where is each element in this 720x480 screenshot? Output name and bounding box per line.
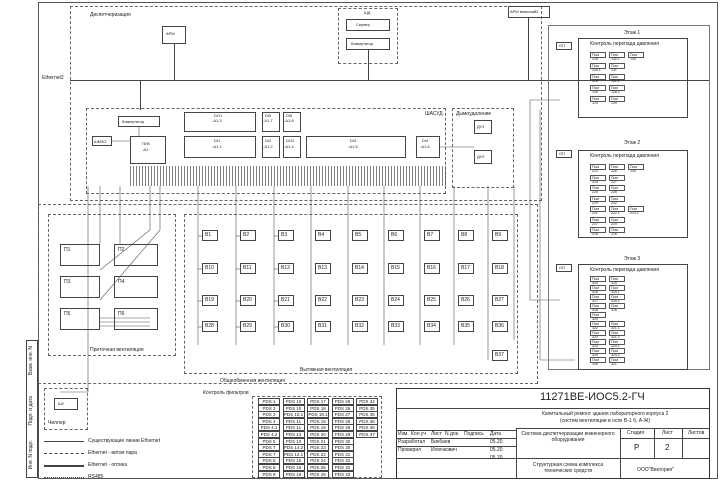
module-do2-name: DO2 [286,138,295,143]
exhaust-b9: В9 [492,230,508,241]
name-checker: Илючкович [431,447,457,453]
smoke-label: Дымоудаление [456,111,492,117]
module-do1-sub: -A1.3 [212,118,222,123]
exhaust-b21: В21 [278,295,294,306]
drawing-name: Структурная схема комплекса технических средств [532,462,604,474]
room-sensor: Пом 315.1 [609,285,625,291]
exhaust-b29: В29 [240,321,256,332]
floor1-title: Этаж 1 [624,30,641,36]
exhaust-b18: В18 [492,263,508,274]
pds-cell: PDS 31 [332,451,354,458]
room-sensor: Пом 224 [590,175,606,181]
tb-line-2 [516,428,710,429]
room-sensor: Пом 131.1 [609,74,625,80]
room-sensor: Пом 315 [609,276,625,282]
room-sensor: Пом 226 [609,164,625,170]
pds-cell: PDS 35 [356,411,378,418]
room-sensor: Пом 219 [609,217,625,223]
room-sensor: Пом 225 [590,185,606,191]
room-sensor: Пом 128.1 [590,63,606,69]
floor2-ctrl: Контроль перепада давления [590,153,659,159]
room-sensor: Пом 317 [590,294,606,300]
pds-cell: PDS 37 [356,431,378,438]
filter-control-label: Контроль фильтров [203,390,249,396]
exhaust-b10: В10 [202,263,218,274]
pds-cell: PDS 28 [332,424,354,431]
pds-cell: PDS 26 [332,398,354,405]
supply-vent-label: Приточная вентиляция [90,347,144,353]
exhaust-b30: В30 [278,321,294,332]
module-di5-name: DI5 [265,113,272,118]
pds-cell: PDS 20 [307,431,329,438]
room-sensor: Пом 325 [590,348,606,354]
exhaust-b37: В37 [492,350,508,361]
pds-cell: PDS 2 [258,405,280,412]
exhaust-b7: В7 [424,230,440,241]
room-sensor: Пом 124 [590,96,606,102]
room-sensor: Пом 314 [590,276,606,282]
supply-p2-label: П2 [118,247,125,253]
pds-cell: PDS 3 [258,411,280,418]
module-di5-sub: -A1.7 [263,118,273,123]
exhaust-b26: В26 [458,295,474,306]
exhaust-b6: В6 [388,230,404,241]
room-sensor: Пом 233 [628,164,644,170]
module-di6-sub: -A1.8 [284,118,294,123]
exhaust-b2: В2 [240,230,256,241]
pds-cell: PDS 5 [258,438,280,445]
tb-line-3 [396,458,710,459]
exhaust-b13: В13 [315,263,331,274]
shu-label: ШУ [58,401,65,406]
pds-cell: PDS 27 [332,411,354,418]
exhaust-b16: В16 [424,263,440,274]
pds-cell: PDS 13 [283,431,305,438]
module-di2-sub: -A1.2 [263,144,273,149]
room-sensor: Пом 130.1 [609,52,625,58]
stage-header: Стадия [627,430,645,436]
dispatch-label: Диспетчеризация [90,12,131,18]
room-sensor: Пом 326 [590,357,606,363]
pds-cell: PDS 33 [332,471,354,478]
plc-label: ПЛК [142,141,150,146]
shmzo-label: ШМЗО [94,139,107,144]
module-di1-sub: -A1.1 [212,144,222,149]
tb-vline-3 [654,428,655,458]
exhaust-b1: В1 [202,230,218,241]
pds-cell: PDS 25 [307,464,329,471]
module-di2-name: DI2 [265,138,272,143]
room-sensor: Пом 126 [590,74,606,80]
room-sensor: Пом 229 [590,196,606,202]
tb-vline-2 [620,428,621,479]
pds-cell: PDS 4 [258,418,280,425]
pds-cell: PDS 23 [307,444,329,451]
col-izm: Изм. [398,431,409,437]
legend-twisted: Ethernet - витая пара [88,450,137,456]
role-checker: Проверил [398,447,422,453]
side-label-1: Взам. инв. N [28,346,34,376]
pds-cell: PDS 25 [307,471,329,478]
room-sensor: Пом 223 [590,164,606,170]
floor3-title: Этаж 3 [624,256,641,262]
pds-cell: PDS 19 [307,418,329,425]
room-sensor: Пом 228 [609,185,625,191]
pds-cell: PDS 29 [332,431,354,438]
room-sensor: Пом 320 [590,312,606,318]
legend-existing: Существующие линии Ethernet [88,438,160,444]
legend-line-rs485 [44,477,84,478]
module-di4-name: DI4 [422,138,429,143]
date-checker: 05.20 [490,447,503,453]
floor1-op-label: ОП [559,43,565,48]
pds-cell: PDS 13 [283,438,305,445]
exhaust-b36: В36 [492,321,508,332]
pds-cell: PDS 26 [332,405,354,412]
pds-cell: PDS 18.1 [308,412,328,418]
room-sensor: Пом 232 [609,196,625,202]
room-sensor: Пом 223.2 [628,206,644,212]
tb-vline-4 [682,428,683,458]
pds-cell: PDS 24 [307,457,329,464]
exhaust-b20: В20 [240,295,256,306]
legend-optic: Ethernet - оптика [88,462,127,468]
exhaust-b17: В17 [458,263,474,274]
exhaust-b25: В25 [424,295,440,306]
exhaust-b3: В3 [278,230,294,241]
pds-cell: PDS 7 [258,451,280,458]
col-kol: Кол.уч [411,431,426,437]
pds-cell: PDS 14.2 [283,445,304,451]
room-sensor: Пом 316 [609,303,625,309]
pds-cell: PDS 16 [283,471,305,478]
exhaust-b33: В33 [388,321,404,332]
room-sensor: Пом 322 [590,321,606,327]
room-sensor: Пом 321.1 [609,321,625,327]
shasud-label: ШАСУД [425,111,443,117]
pds-cell: PDS 18 [307,405,329,412]
switch-link [368,50,369,80]
pds-cell: PDS 10 [283,405,305,412]
side-label-2: Подп. и дата [28,396,34,426]
room-sensor: Пом 217 [590,217,606,223]
room-sensor: Пом 323 [590,330,606,336]
col-date: Дата [490,431,502,437]
room-sensor: Пом 318 [590,303,606,309]
exhaust-b12: В12 [278,263,294,274]
pds-cell: PDS 10 [283,398,305,405]
room-sensor: Пом 324.1 [609,339,625,345]
exhaust-b11: В11 [240,263,256,274]
sheet-header: Лист [662,430,673,436]
col-podp: Подпись [464,431,484,437]
chiller-label: Чиллер [48,420,66,426]
pds-cell: PDS 22 [307,451,329,458]
room-sensor: Пом 324 [590,339,606,345]
pds-cell: PDS 28 [332,418,354,425]
stage-value: Р [634,443,640,452]
room-sensor: Пом 321.2 [609,330,625,336]
supply-p3-label: П3 [64,279,71,285]
floor2-op-label: ОП [559,151,565,156]
supply-p1-label: П1 [64,247,71,253]
exhaust-vent-label: Вытяжная вентиляция [300,367,353,373]
legend-line-twisted [44,453,84,454]
general-vent-label: Общеобменная вентиляция [220,378,285,384]
col-list: Лист [431,431,442,437]
pds-cell: PDS 19 [307,424,329,431]
sheets-header: Листов [688,430,705,436]
switch2-label: Коммутатор [122,119,145,124]
pds-cell: PDS 8 [258,457,280,464]
project-line1: Капитальный ремонт здания лабораторного корпуса 2 [542,411,669,417]
exhaust-b27: В27 [492,295,508,306]
room-sensor: Пом 131 [609,63,625,69]
exhaust-b19: В19 [202,295,218,306]
du1-label: ДУ1 [477,124,485,129]
col-ndok: N док. [445,431,460,437]
pds-cell: PDS 30 [332,444,354,451]
room-sensor: Пом 129 [609,96,625,102]
room-sensor: Пом 125 [590,85,606,91]
room-sensor: Пом 221 [590,206,606,212]
module-di1-name: DI1 [214,138,221,143]
ethernet-label: Ethernet2 [42,75,64,81]
side-label-3: Инв. N подл. [28,440,34,470]
exhaust-b15: В15 [388,263,404,274]
pds-cell: PDS 4.2 [258,431,280,438]
arm-link [174,44,175,80]
tb-line-4 [620,438,710,439]
room-sensor: Пом 216 [609,227,625,233]
room-sensor: Пом 128.2 [609,85,625,91]
pds-cell: PDS 32 [332,464,354,471]
module-di6-name: DI6 [286,113,293,118]
system-name: Система диспетчеризации инженерного оборудования [521,431,615,443]
project-line2: (систем вентиляции в осях В-1 б, А-Ж) [560,418,651,424]
ext-link [528,18,529,80]
terminal-strip [130,166,448,186]
room-sensor: Пом 222.1 [609,206,625,212]
role-developer: Разработал [398,439,426,445]
room-sensor: Пом 218 [590,227,606,233]
pds-cell: PDS 11 [283,424,305,431]
module-di4-sub: -A1.6 [420,144,430,149]
pds-cell: PDS 4.1 [258,424,280,431]
floor3-op-label: ОП [559,265,565,270]
du2-label: ДУ2 [477,154,485,159]
exhaust-b34: В34 [424,321,440,332]
pds-cell: PDS 30 [332,438,354,445]
shd-label: ШД [364,10,371,15]
module-di3-name: DI3 [350,138,357,143]
room-sensor: Пом 316 [590,285,606,291]
exhaust-b22: В22 [315,295,331,306]
room-sensor: Пом 315.2 [609,294,625,300]
exhaust-b31: В31 [315,321,331,332]
pds-cell: PDS 9 [258,471,280,478]
room-sensor: Пом 324.2 [609,348,625,354]
legend-line-optic [44,465,84,467]
sheet-value: 2 [665,443,670,452]
shasud-link [140,80,141,110]
supply-p5-label: П5 [64,311,71,317]
company-name: ООО"Виктория" [637,467,674,473]
exhaust-b4: В4 [315,230,331,241]
pds-cell: PDS 11 [283,418,305,425]
pds-cell: PDS 17 [307,398,329,405]
exhaust-b14: В14 [352,263,368,274]
tb-line-1 [396,408,710,409]
pds-cell: PDS 7 [258,444,280,451]
arm-external-label: АРМ внешний2 [510,9,539,14]
floor3-ctrl: Контроль перепада давления [590,267,659,273]
exhaust-b28: В28 [202,321,218,332]
module-do1-name: DO1 [214,113,223,118]
supply-p4-label: П4 [118,279,125,285]
switch-label: Коммутатор [351,41,374,46]
module-do2-sub: -A1.4 [284,144,294,149]
exhaust-b8: В8 [458,230,474,241]
room-sensor: Пом 133 [628,52,644,58]
legend-rs485: RS485 [88,474,104,480]
room-sensor: Пом 321 [609,357,625,363]
exhaust-b32: В32 [352,321,368,332]
tb-vline-1 [516,428,517,479]
pds-cell: PDS 34 [356,398,378,405]
pds-cell: PDS 36 [356,424,378,431]
floor2-title: Этаж 2 [624,140,641,146]
pds-cell: PDS 36 [356,418,378,425]
exhaust-b35: В35 [458,321,474,332]
pds-cell: PDS 16 [283,464,305,471]
exhaust-b24: В24 [388,295,404,306]
date-developer: 05.20 [490,439,503,445]
module-di3-sub: -A1.5 [348,144,358,149]
supply-p6-label: П6 [118,311,125,317]
pds-cell: PDS 32 [332,457,354,464]
pds-cell: PDS 15 [283,457,305,464]
pds-cell: PDS 8 [258,464,280,471]
room-sensor: Пом 128 [590,52,606,58]
legend-line-existing [44,441,84,442]
server-label: Сервер [356,22,370,27]
exhaust-b23: В23 [352,295,368,306]
pds-cell: PDS 14.1 [283,451,304,457]
doc-code: 11271ВЕ-ИОС5.2-ГЧ [540,391,645,403]
pds-cell: PDS 1 [258,398,280,405]
date-3: 05.20 [490,455,503,461]
plc-sub: -A1 [142,147,149,152]
pds-cell: PDS 10.1 [283,412,304,418]
exhaust-b5: В5 [352,230,368,241]
pds-cell: PDS 35 [356,405,378,412]
arm-label: АРМ [166,31,175,36]
floor1-ctrl: Контроль перепада давления [590,41,659,47]
room-sensor: Пом 227 [609,175,625,181]
pds-cell: PDS 21 [307,438,329,445]
name-developer: Бикбаев [431,439,451,445]
